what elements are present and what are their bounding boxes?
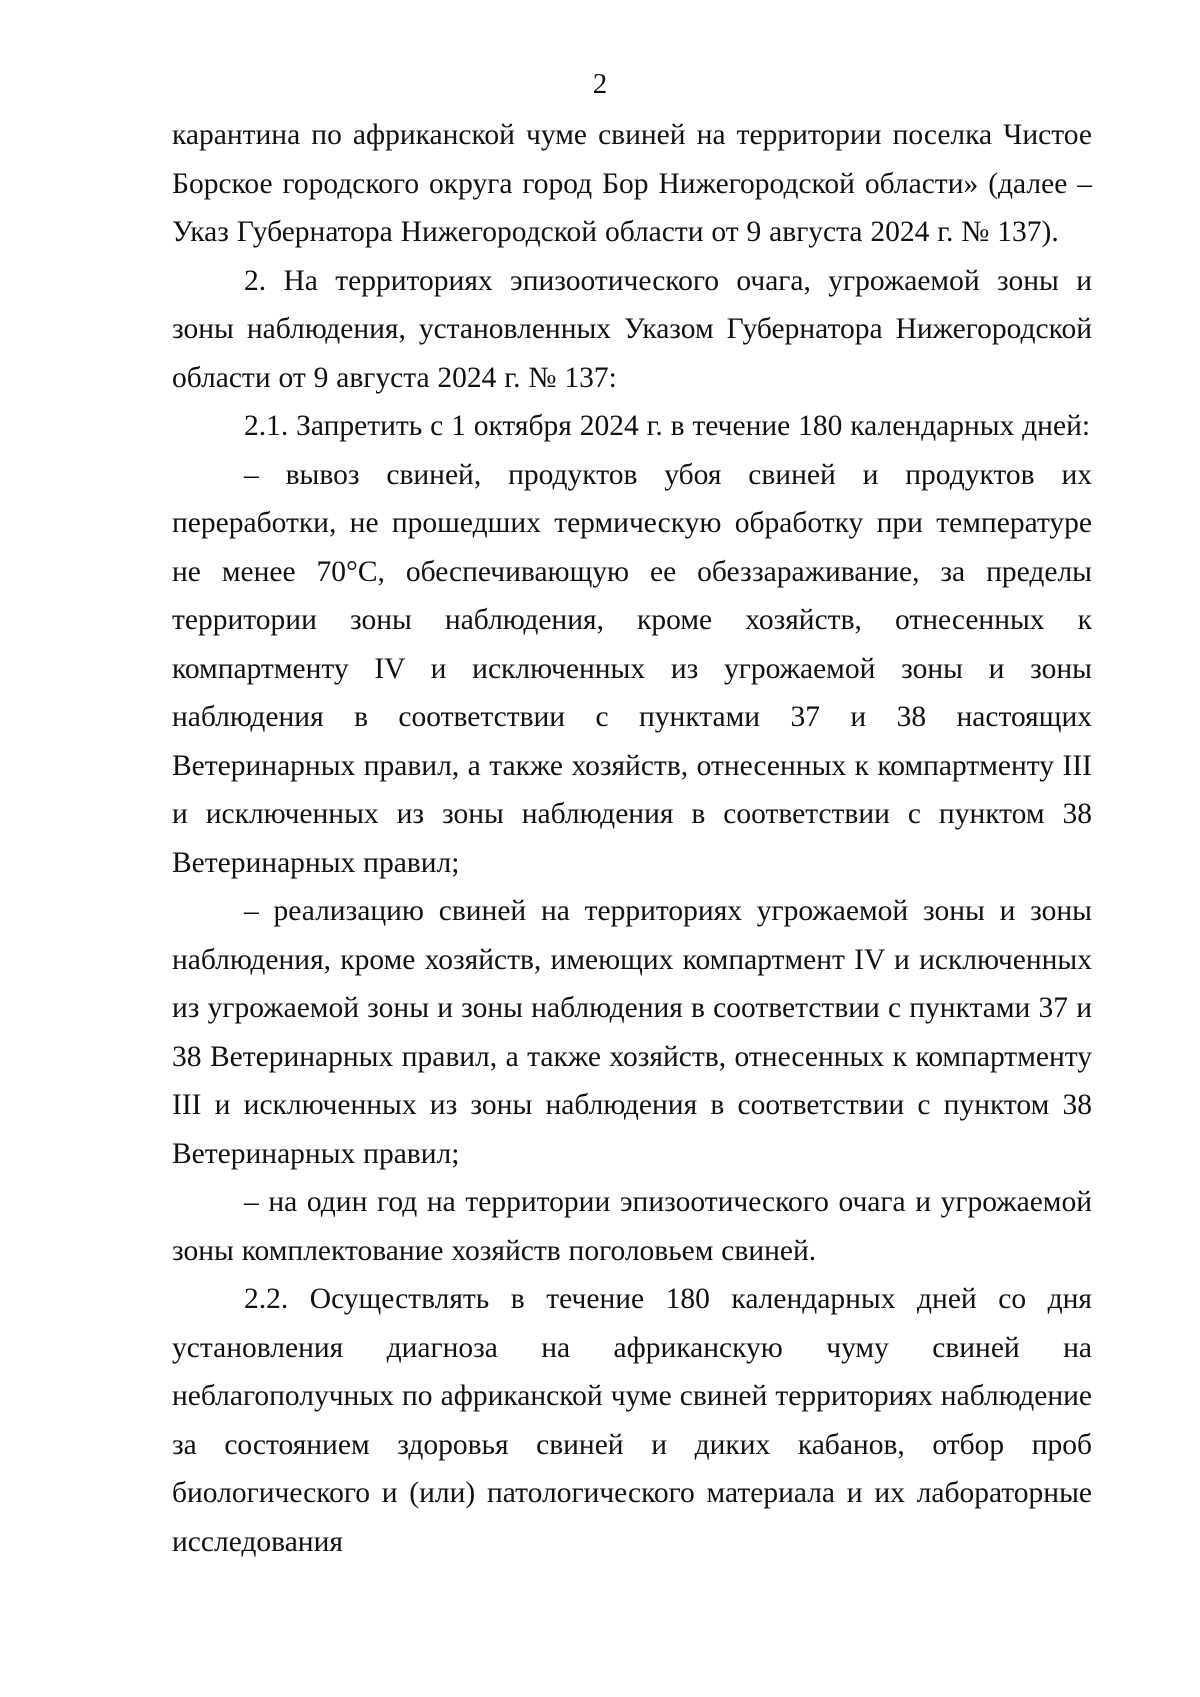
paragraph-prohibition-export: – вывоз свиней, продуктов убоя свиней и продуктов их переработки, не прошедших термическую обработку при температуре не менее 70°C, обеспечивающую ее обеззараживание, за пределы территории зоны наблюдения, кроме хозяйств, отнесенных к компартменту IV и исключенных из угрожаемой зоны и зоны наблюдения в соответствии с пунктами 37 и 38 настоящих Ветеринарных правил, а также хозяйств, отнесенных к компартменту III и исключенных из зоны наблюдения в соответствии с пунктом 38 Ветеринарных правил; — [172, 458, 1092, 879]
page-number: 2 — [592, 68, 608, 100]
document-body — [172, 111, 1092, 1566]
paragraph-prohibition-stocking: – на один год на территории эпизоотического очага и угрожаемой зоны комплектование хозяйств поголовьем свиней. — [172, 1186, 1092, 1267]
paragraph-item-2-2: 2.2. Осуществлять в течение 180 календарных дней со дня установления диагноза на африканскую чуму свиней на неблагополучных по африканской чуме свиней территориях наблюдение за состоянием здоровья свиней и диких кабанов, отбор проб биологического и (или) патологического материала и их лабораторные исследования — [172, 1283, 1092, 1558]
paragraph-item-2: 2. На территориях эпизоотического очага, угрожаемой зоны и зоны наблюдения, установленных Указом Губернатора Нижегородской области от 9 августа 2024 г. № 137: — [172, 264, 1092, 394]
paragraph-item-2-1: 2.1. Запретить с 1 октября 2024 г. в течение 180 календарных дней: — [244, 410, 1091, 442]
paragraph-prohibition-sale: – реализацию свиней на территориях угрожаемой зоны и зоны наблюдения, кроме хозяйств, имеющих компартмент IV и исключенных из угрожаемой зоны и зоны наблюдения в соответствии с пунктами 37 и 38 Ветеринарных правил, а также хозяйств, отнесенных к компартменту III и исключенных из зоны наблюдения в соответствии с пунктом 38 Ветеринарных правил; — [172, 895, 1092, 1170]
paragraph-decree-reference: карантина по африканской чуме свиней на территории поселка Чистое Борское городского округа город Бор Нижегородской области» (далее – Указ Губернатора Нижегородской области от 9 августа 2024 г. № 137). — [172, 119, 1092, 248]
